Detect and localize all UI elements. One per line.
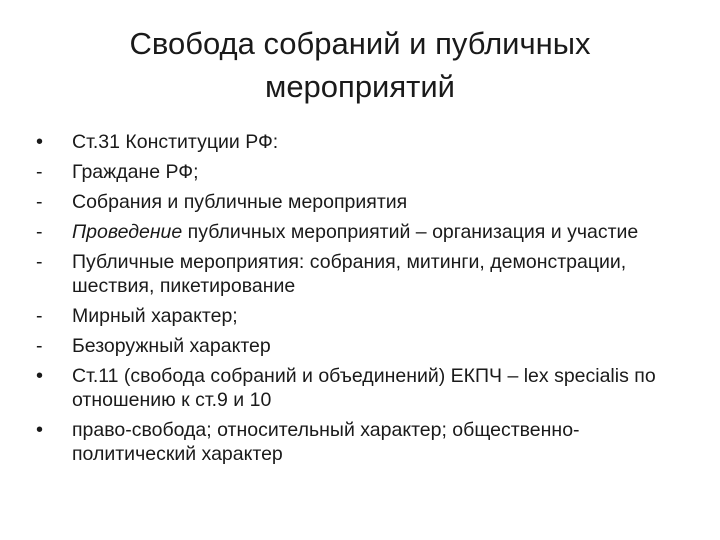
dash-marker: -	[36, 221, 43, 243]
list-item	[36, 304, 676, 328]
dash-marker: -	[36, 161, 43, 183]
list-item-text: Граждане РФ;	[72, 161, 199, 183]
list-item-emphasis: Проведение	[72, 221, 183, 243]
dash-marker: -	[36, 305, 43, 327]
list-item	[36, 220, 676, 244]
dash-marker: -	[36, 251, 43, 273]
slide-title	[90, 22, 630, 108]
list-item-text: публичных мероприятий – организация и участие	[182, 221, 639, 243]
list-item-text: право-свобода; относительный характер; общественно-политический характер	[72, 419, 580, 465]
list-item-text: Ст.31 Конституции РФ:	[72, 131, 279, 153]
list-item	[36, 418, 676, 466]
bullet-marker: •	[36, 419, 44, 441]
list-item	[36, 250, 676, 298]
slide-title-line-2: мероприятий	[265, 69, 455, 104]
list-item	[36, 334, 676, 358]
list-item-text: Публичные мероприятия: собрания, митинги, демонстрации, шествия, пикетирование	[72, 251, 627, 297]
list-item-text: Ст.11 (свобода собраний и объединений) ЕКПЧ – lex specialis по отношению к ст.9 и 10	[72, 365, 656, 411]
list-item-text: Безоружный характер	[72, 335, 271, 357]
list-item	[36, 130, 676, 154]
slide-title-line-1: Свобода собраний и публичных	[129, 26, 591, 61]
dash-marker: -	[36, 191, 43, 213]
bullet-marker: •	[36, 131, 44, 153]
list-item	[36, 364, 676, 412]
list-item-text: Мирный характер;	[72, 305, 238, 327]
bullet-marker: •	[36, 365, 44, 387]
bullet-list	[36, 130, 676, 472]
dash-marker: -	[36, 335, 43, 357]
list-item	[36, 160, 676, 184]
list-item	[36, 190, 676, 214]
list-item-text: Собрания и публичные мероприятия	[72, 191, 408, 213]
